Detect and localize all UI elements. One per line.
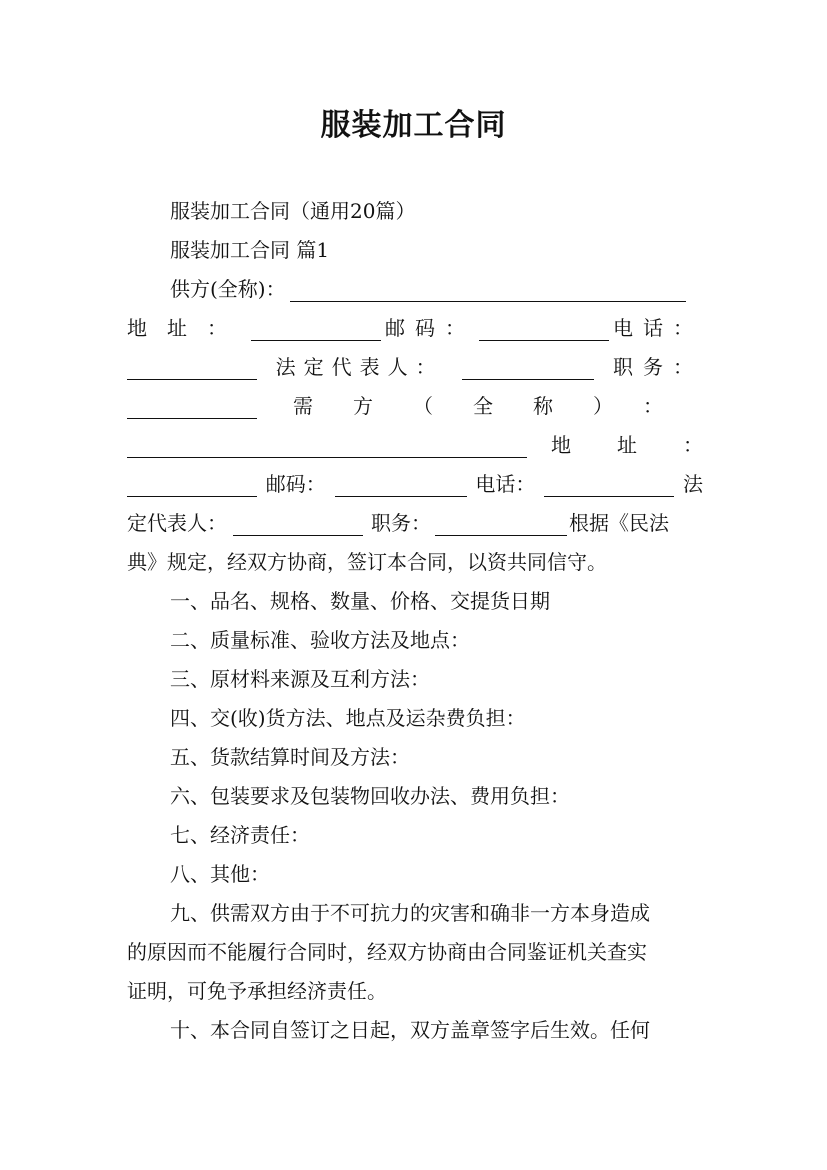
position2-blank — [435, 515, 567, 536]
phone-label: 电话： — [613, 316, 703, 340]
buyer-address-line — [127, 432, 749, 458]
clause-10-line-1: 十、本合同自签订之日起，双方盖章签字后生效。任何 — [170, 1018, 650, 1042]
supplier-name-line — [170, 276, 703, 302]
supplier-address-line — [127, 315, 703, 341]
address2-blank — [127, 476, 257, 497]
postcode-label: 邮码： — [385, 316, 475, 340]
clause-9-line-3: 证明，可免予承担经济责任。 — [127, 979, 387, 1003]
clause-9-line-1: 九、供需双方由于不可抗力的灾害和确非一方本身造成 — [170, 901, 650, 925]
legal-rep2-label-end: 定代表人： — [127, 511, 227, 535]
clause-2: 二、质量标准、验收方法及地点： — [170, 628, 470, 652]
position2-label: 职务： — [371, 511, 431, 535]
chapter-heading: 服装加工合同 篇1 — [170, 238, 330, 262]
basis-continuation: 典》规定，经双方协商，签订本合同，以资共同信守。 — [127, 550, 607, 574]
buyer-name-line — [127, 393, 703, 419]
legal-rep2-label-start: 法 — [682, 472, 703, 496]
legal-rep2-blank — [233, 515, 363, 536]
buyer-name-blank — [127, 437, 527, 458]
address-blank — [251, 320, 381, 341]
buyer-rep-line — [127, 510, 703, 536]
phone-blank — [127, 359, 257, 380]
clause-9-line-2: 的原因而不能履行合同时，经双方协商由合同鉴证机关查实 — [127, 940, 647, 964]
clause-5: 五、货款结算时间及方法： — [170, 745, 410, 769]
document-title: 服装加工合同 — [320, 108, 507, 143]
address-label: 地址： — [127, 316, 247, 340]
phone2-blank — [544, 476, 674, 497]
position-label: 职务： — [612, 355, 703, 379]
address2-label: 地址： — [551, 433, 749, 457]
clause-4: 四、交(收)货方法、地点及运杂费负担： — [170, 706, 526, 730]
postcode2-label: 邮码： — [265, 472, 326, 496]
clause-1: 一、品名、规格、数量、价格、交提货日期 — [170, 589, 550, 613]
supplier-rep-line — [127, 354, 703, 380]
position-blank — [127, 398, 257, 419]
legal-rep-blank — [462, 359, 594, 380]
supplier-name-blank — [290, 281, 686, 302]
clause-8: 八、其他： — [170, 862, 270, 886]
postcode-blank — [479, 320, 609, 341]
buyer-contact-line — [127, 471, 703, 497]
buyer-name-label: 需方（全称）： — [293, 394, 703, 418]
document-subtitle: 服装加工合同（通用20篇） — [170, 199, 416, 223]
clause-3: 三、原材料来源及互利方法： — [170, 667, 430, 691]
legal-rep-label: 法定代表人： — [275, 355, 444, 379]
phone2-label: 电话： — [475, 472, 536, 496]
postcode2-blank — [335, 476, 467, 497]
basis-text: 根据《民法 — [569, 511, 669, 535]
clause-6: 六、包装要求及包装物回收办法、费用负担： — [170, 784, 570, 808]
clause-7: 七、经济责任： — [170, 823, 310, 847]
supplier-name-label: 供方(全称)： — [170, 277, 286, 301]
